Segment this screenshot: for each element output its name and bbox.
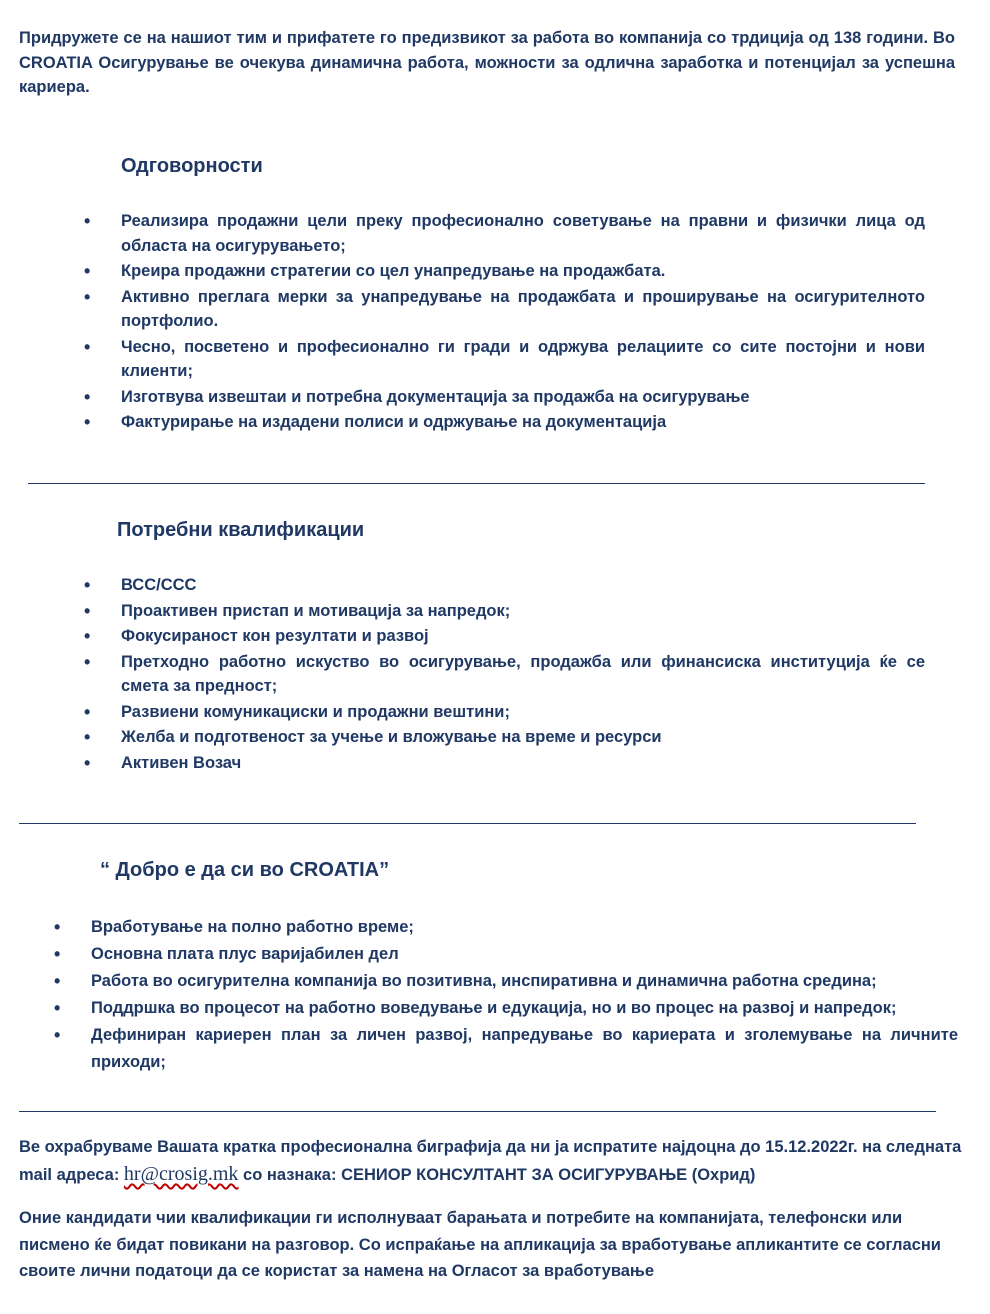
bullet-icon: • xyxy=(84,412,91,432)
list-item: • Претходно работно искуство во осигурување, продажба или финансиска институција ќе се смета за предност; xyxy=(84,651,925,695)
list-item: • Проактивен пристап и мотивација за напредок; xyxy=(84,599,925,624)
bullet-icon: • xyxy=(54,944,61,964)
list-item: • Активно преглага мерки за унапредување на продажбата и проширување на осигурителното портфолио. xyxy=(84,286,925,330)
divider xyxy=(19,823,916,824)
benefits-heading: “ Добро е да си во CROATIA” xyxy=(100,859,390,881)
bullet-icon: • xyxy=(84,386,91,407)
divider xyxy=(28,483,925,484)
bullet-icon: • xyxy=(84,752,91,773)
bullet-icon: • xyxy=(54,971,61,991)
bullet-icon: • xyxy=(54,917,61,937)
list-item: • Вработување на полно работно време; xyxy=(54,914,958,941)
divider xyxy=(19,1111,936,1112)
bullet-icon: • xyxy=(84,600,91,621)
qualifications-list xyxy=(84,573,925,776)
responsibilities-heading: Одговорности xyxy=(121,155,263,177)
intro-paragraph: Придружете се на нашиот тим и прифатете го предизвикот за работа во компанија со трдиција од 138 години. Во CROATIA Осигурување ве очекува динамична работа, можности за одлична заработка и потенцијал за успешна кариера. xyxy=(19,29,955,96)
bullet-icon: • xyxy=(84,211,91,231)
bullet-icon: • xyxy=(84,286,91,307)
list-item: • Фактурирање на издадени полиси и одржување на документација xyxy=(84,410,925,435)
bullet-icon: • xyxy=(54,1025,61,1045)
list-item: • Поддршка во процесот на работно воведување и едукација, но и во процес на развој и напредок; xyxy=(54,995,958,1022)
responsibilities-list xyxy=(84,209,925,436)
bullet-icon: • xyxy=(84,626,91,646)
list-item: • ВСС/ССС xyxy=(84,573,925,598)
list-item: • Реализира продажни цели преку професионално советување на правни и физички лица од областа на осигурувањето; xyxy=(84,211,925,255)
bullet-icon: • xyxy=(84,261,91,281)
list-item: • Желба и подготвеност за учење и вложување на време и ресурси xyxy=(84,725,925,750)
list-item: • Изготвува извештаи и потребна документација за продажба на осигурување xyxy=(84,385,925,410)
bullet-icon: • xyxy=(84,651,91,672)
benefits-list xyxy=(54,914,958,1076)
list-item: • Основна плата плус варијабилен дел xyxy=(54,941,958,968)
application-paragraph: Ве охрабруваме Вашата кратка професионална биграфија да ни ја испратите најдоцна до 15.12.2022г. на следната mail адреса: hr@crosig.mk со назнака: СЕНИОР КОНСУЛТАНТ ЗА ОСИГУРУВАЊЕ (Охрид) xyxy=(19,1138,962,1185)
list-item: • Активен Возач xyxy=(84,751,925,776)
list-item: • Развиени комуникациски и продажни вештини; xyxy=(84,700,925,725)
qualifications-heading: Потребни квалификации xyxy=(117,519,365,541)
bullet-icon: • xyxy=(84,727,91,747)
closing-paragraph: Оние кандидати чии квалификации ги исполнуваат барањата и потребите на компанијата, телефонски или писмено ќе бидат повикани на разговор. Со испраќање на апликација за вработување апликантите се согласни своите лични податоци да се користат за намена на Огласот за вработување xyxy=(19,1209,941,1280)
list-item: • Дефиниран кариерен план за личен развој, напредување во кариерата и зголемување на личните приходи; xyxy=(54,1022,958,1076)
list-item: • Фокусираност кон резултати и развој xyxy=(84,624,925,649)
bullet-icon: • xyxy=(54,998,61,1018)
bullet-icon: • xyxy=(84,336,91,357)
bullet-icon: • xyxy=(84,701,91,722)
bullet-icon: • xyxy=(84,575,91,595)
list-item: • Креира продажни стратегии со цел унапредување на продажбата. xyxy=(84,259,925,284)
list-item: • Работа во осигурителна компанија во позитивна, инспиративна и динамична работна средина; xyxy=(54,968,958,995)
email-link[interactable]: hr@crosig.mk xyxy=(123,1163,239,1185)
list-item: • Чесно, посветено и професионално ги гради и одржува релациите со сите постојни и нови клиенти; xyxy=(84,336,925,380)
